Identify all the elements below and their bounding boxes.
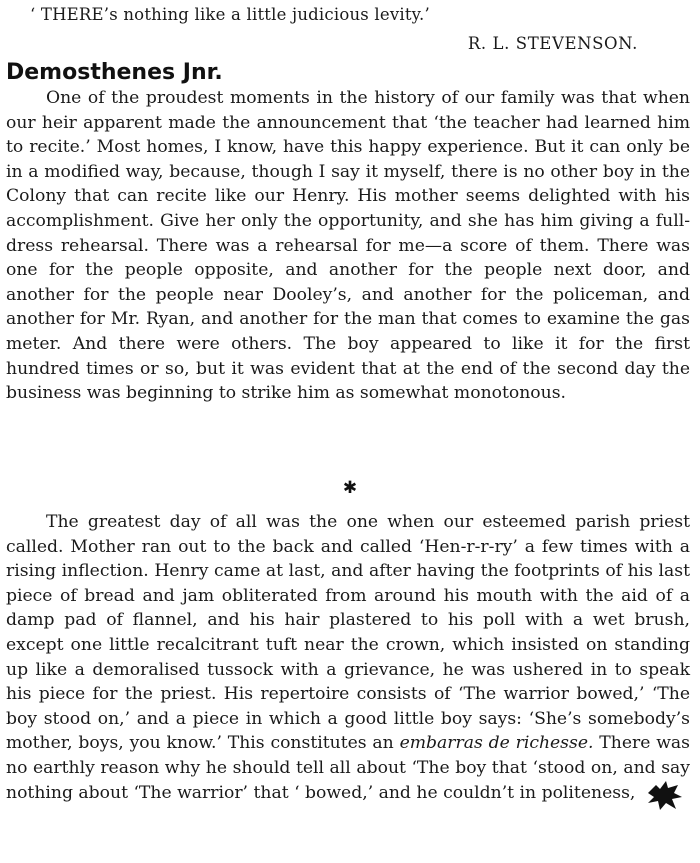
section-separator: ✱	[342, 478, 358, 498]
paragraph-2-text-end: There was no earthly reason why he should tell all about ‘The boy that ‘stood on, and say nothing about ‘The warrior’ that ‘ bowed,’ and he couldn’t in politeness,	[6, 733, 690, 803]
paragraph-1: One of the proudest moments in the history of our family was that when our heir apparent made the announcement that ‘the teacher had learned him to recite.’ Most homes, I know, have this happy experience. But it can only be in a modified way, because, though I say it myself, there is no other boy in the Colony that can recite like our Henry. His mother seems delighted with his accomplishment. Give her only the opportunity, and she has him giving a full-dress rehearsal. There was a rehearsal for me—a score of them. There was one for the people opposite, and another for the people next door, and another for the people near Dooley’s, and another for the policeman, and another for Mr. Ryan, and another for the man that comes to examine the gas meter. And there were others. The boy appeared to like it for the first hundred times or so, but it was evident that at the end of the second day the business was beginning to strike him as somewhat monotonous.	[6, 88, 690, 404]
ink-blot	[644, 779, 684, 811]
paragraph-2-italic: embarras de richesse.	[399, 733, 594, 754]
article-title: Demosthenes Jnr.	[6, 60, 223, 85]
epigraph-author: R. L. STEVENSON.	[467, 34, 638, 53]
epigraph-quote: ‘ THERE’s nothing like a little judicious levity.’	[30, 5, 430, 24]
paragraph-2	[6, 510, 690, 805]
paragraph-2-text: The greatest day of all was the one when our esteemed parish priest called. Mother ran out to the back and called ‘Hen-r-r-ry’ a few times with a rising inflection. Henry came at last, and after having the footprints of his last piece of bread and jam obliterated from around his mouth with the aid of a damp pad of flannel, and his hair plastered to his poll with a wet brush, except one little recalcitrant tuft near the crown, which insisted on standing up like a demoralised tussock with a grievance, he was ushered in to speak his piece for the priest. His repertoire consists of ‘The warrior bowed,’ ‘The boy stood on,’ and a piece in which a good little boy says: ‘She’s somebody’s mother, boys, you know.’ This constitutes an	[6, 512, 690, 754]
